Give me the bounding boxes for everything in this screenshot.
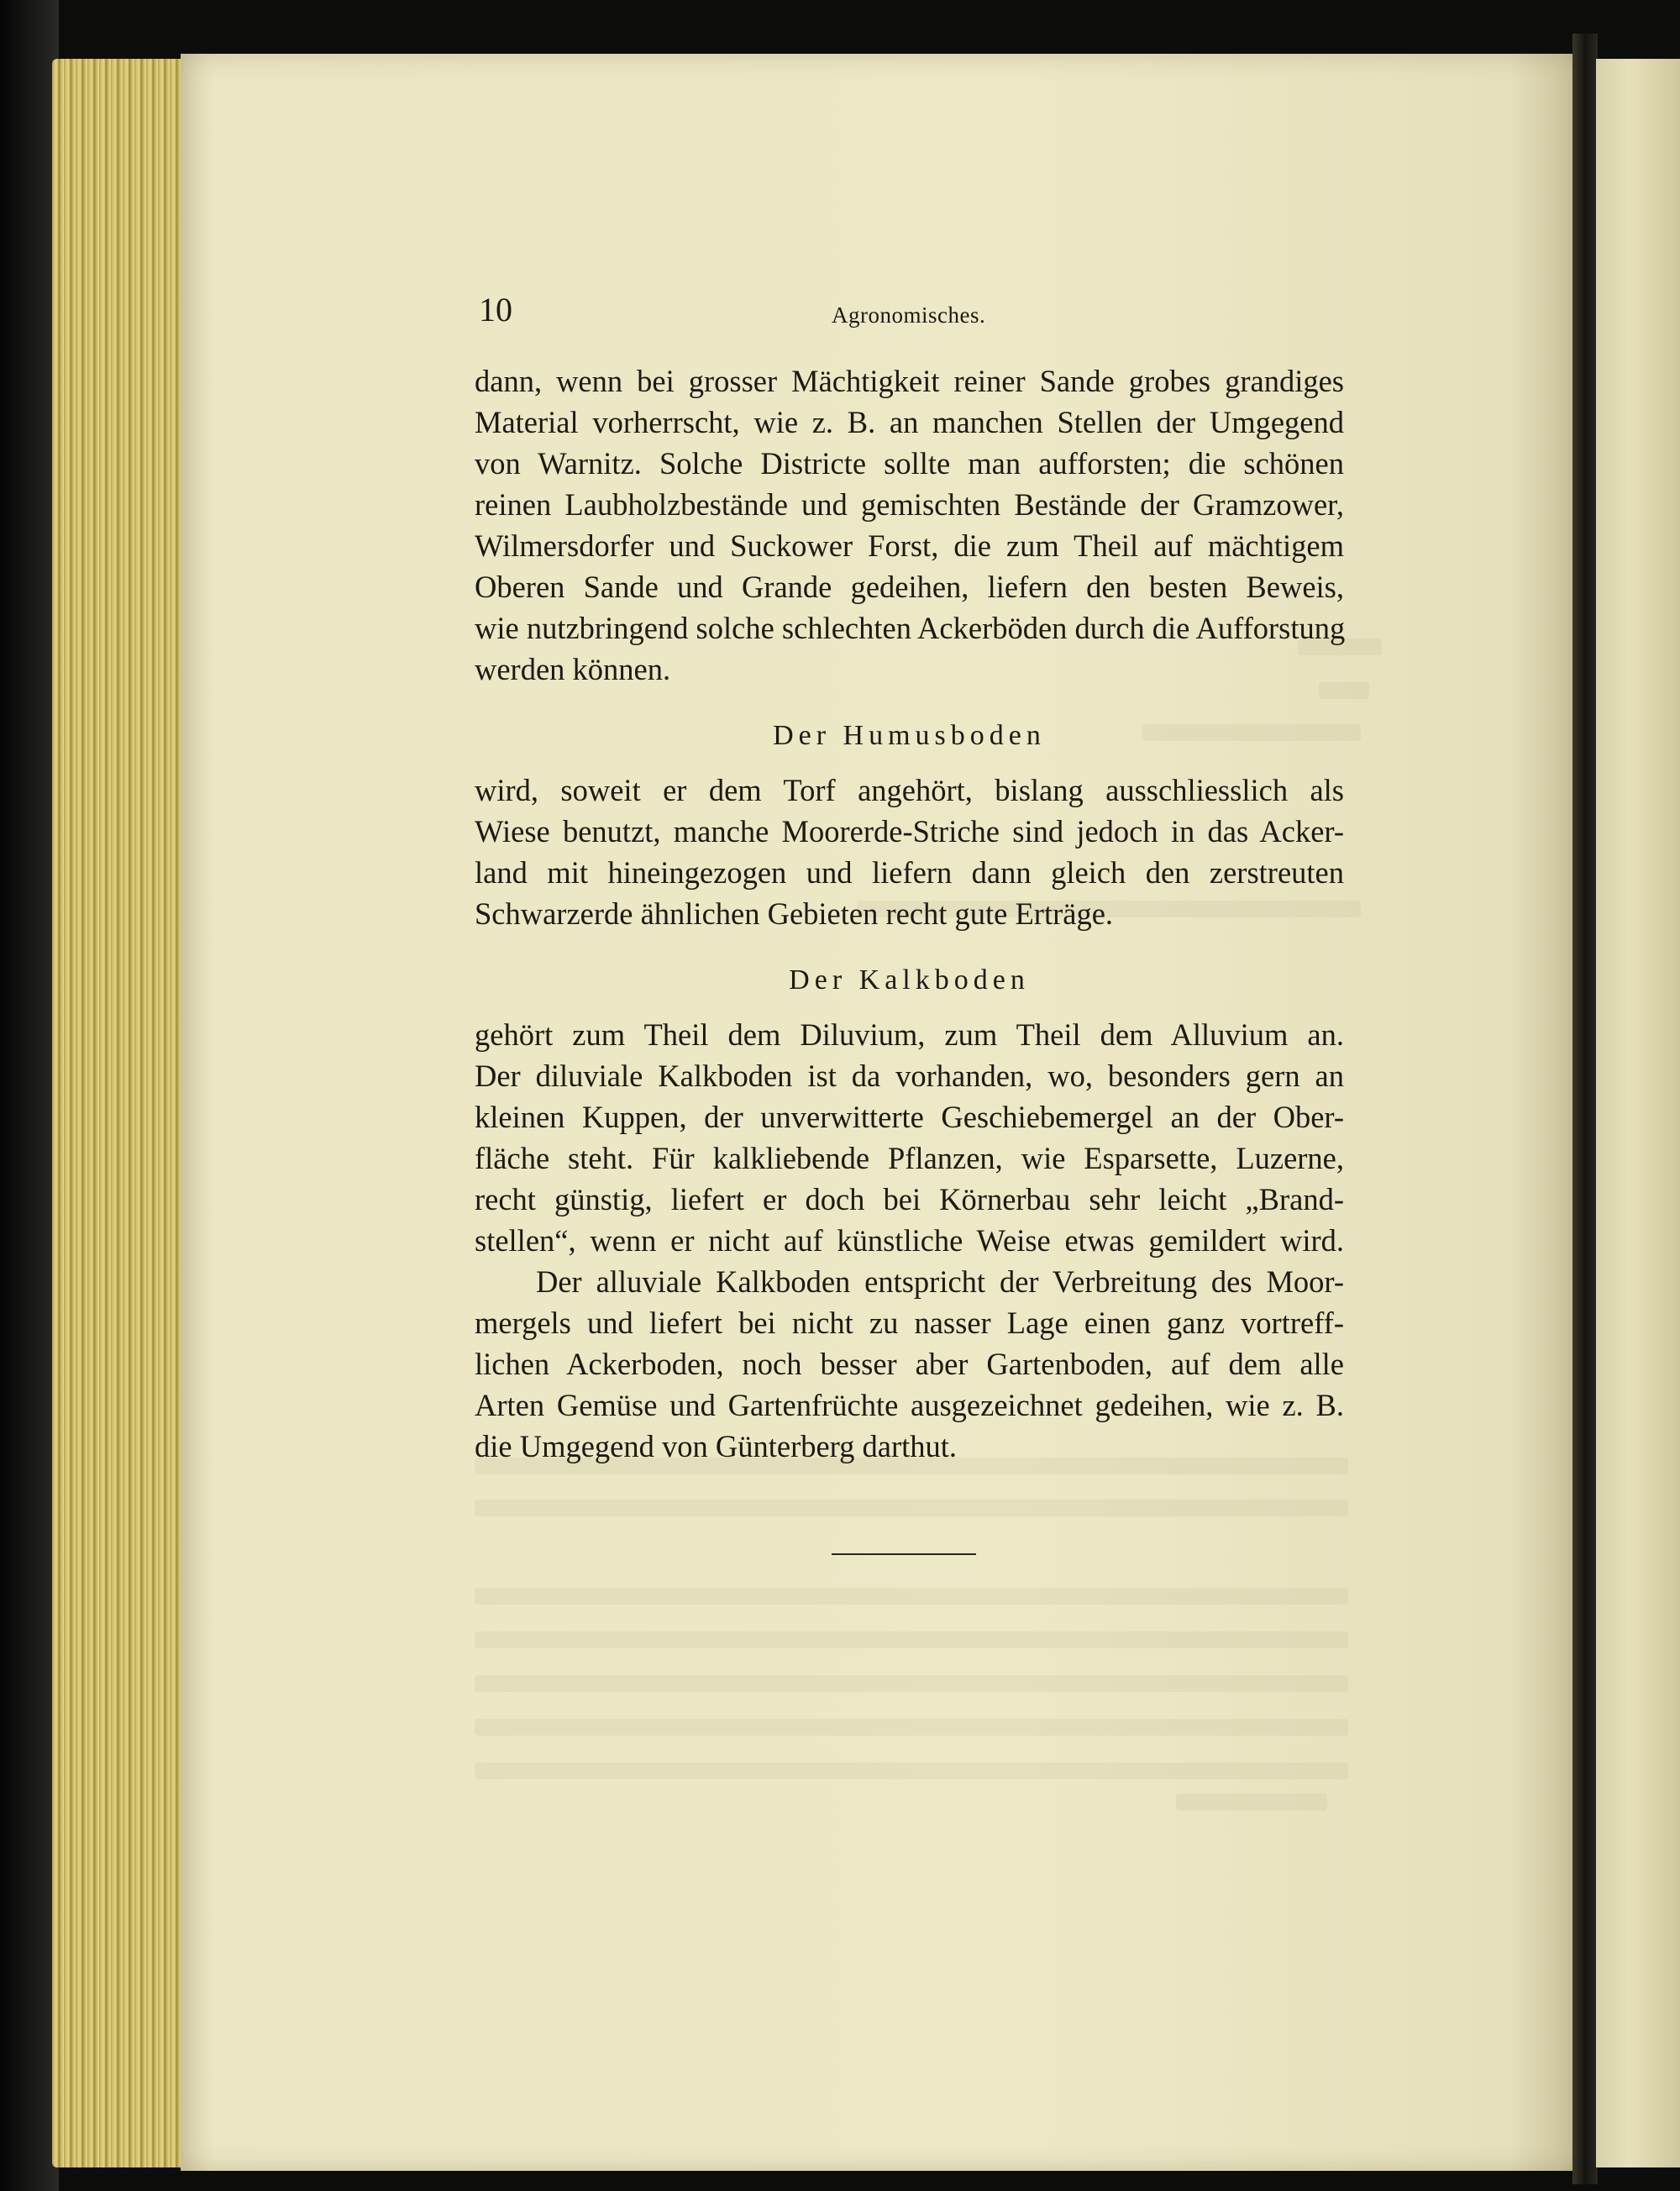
page-edges <box>52 59 188 2167</box>
text-line: Der diluviale Kalkboden ist da vorhanden, wo, besonders gern an <box>475 1059 1344 1093</box>
text-line: von Warnitz. Solche Districte sollte man aufforsten; die schönen <box>475 446 1344 481</box>
text-line: Oberen Sande und Grande gedeihen, liefern den besten Beweis, <box>475 570 1344 604</box>
text-line: dann, wenn bei grosser Mächtigkeit reiner Sande grobes grandiges <box>475 364 1344 398</box>
text-line: lichen Ackerboden, noch besser aber Gartenboden, auf dem alle <box>475 1347 1344 1381</box>
show-through <box>1176 1794 1327 1810</box>
text-line: Wilmersdorfer und Suckower Forst, die zum Theil auf mächtigem <box>475 528 1344 563</box>
show-through <box>475 1675 1348 1692</box>
text-line: fläche steht. Für kalkliebende Pflanzen, wie Esparsette, Luzerne, <box>475 1141 1344 1175</box>
text-line: reinen Laubholzbestände und gemischten Bestände der Gramzower, <box>475 487 1344 522</box>
section-end-rule <box>832 1553 976 1555</box>
show-through <box>475 1588 1348 1605</box>
page-number: 10 <box>479 291 512 328</box>
text-line: wird, soweit er dem Torf angehört, bislang ausschliesslich als <box>475 773 1344 807</box>
show-through <box>475 1631 1348 1648</box>
text-line: werden können. <box>475 652 671 686</box>
text-line: mergels und liefert bei nicht zu nasser Lage einen ganz vortreff- <box>475 1306 1344 1340</box>
text-line: Material vorherrscht, wie z. B. an manchen Stellen der Umgegend <box>475 405 1344 439</box>
text-line: Wiese benutzt, manche Moorerde-Striche sind jedoch in das Acker- <box>475 814 1344 849</box>
running-head: Agronomisches. <box>832 302 986 328</box>
book-cover-edge <box>0 0 59 2191</box>
section-heading-humusboden: Der Humusboden <box>773 720 1046 751</box>
text-line: kleinen Kuppen, der unverwitterte Geschiebemergel an der Ober- <box>475 1100 1344 1134</box>
show-through <box>475 1763 1348 1779</box>
text-line: Der alluviale Kalkboden entspricht der Verbreitung des Moor- <box>536 1264 1344 1299</box>
show-through <box>475 1500 1348 1516</box>
text-line: die Umgegend von Günterberg darthut. <box>475 1429 958 1463</box>
text-line: stellen“, wenn er nicht auf künstliche Weise etwas gemildert wird. <box>475 1223 1344 1258</box>
text-line: gehört zum Theil dem Diluvium, zum Theil dem Alluvium an. <box>475 1017 1344 1052</box>
text-line: Schwarzerde ähnlichen Gebieten recht gute Erträge. <box>475 896 1114 931</box>
show-through <box>475 1719 1348 1736</box>
text-line: Arten Gemüse und Gartenfrüchte ausgezeichnet gedeihen, wie z. B. <box>475 1388 1344 1422</box>
text-line: land mit hineingezogen und liefern dann gleich den zerstreuten <box>475 855 1344 890</box>
section-heading-kalkboden: Der Kalkboden <box>789 964 1030 996</box>
facing-page-edge <box>1596 59 1680 2167</box>
text-line: wie nutzbringend solche schlechten Ackerböden durch die Aufforstung <box>475 611 1346 645</box>
text-line: recht günstig, liefert er doch bei Körnerbau sehr leicht „Brand- <box>475 1182 1344 1216</box>
book-gutter <box>1572 34 1598 2184</box>
